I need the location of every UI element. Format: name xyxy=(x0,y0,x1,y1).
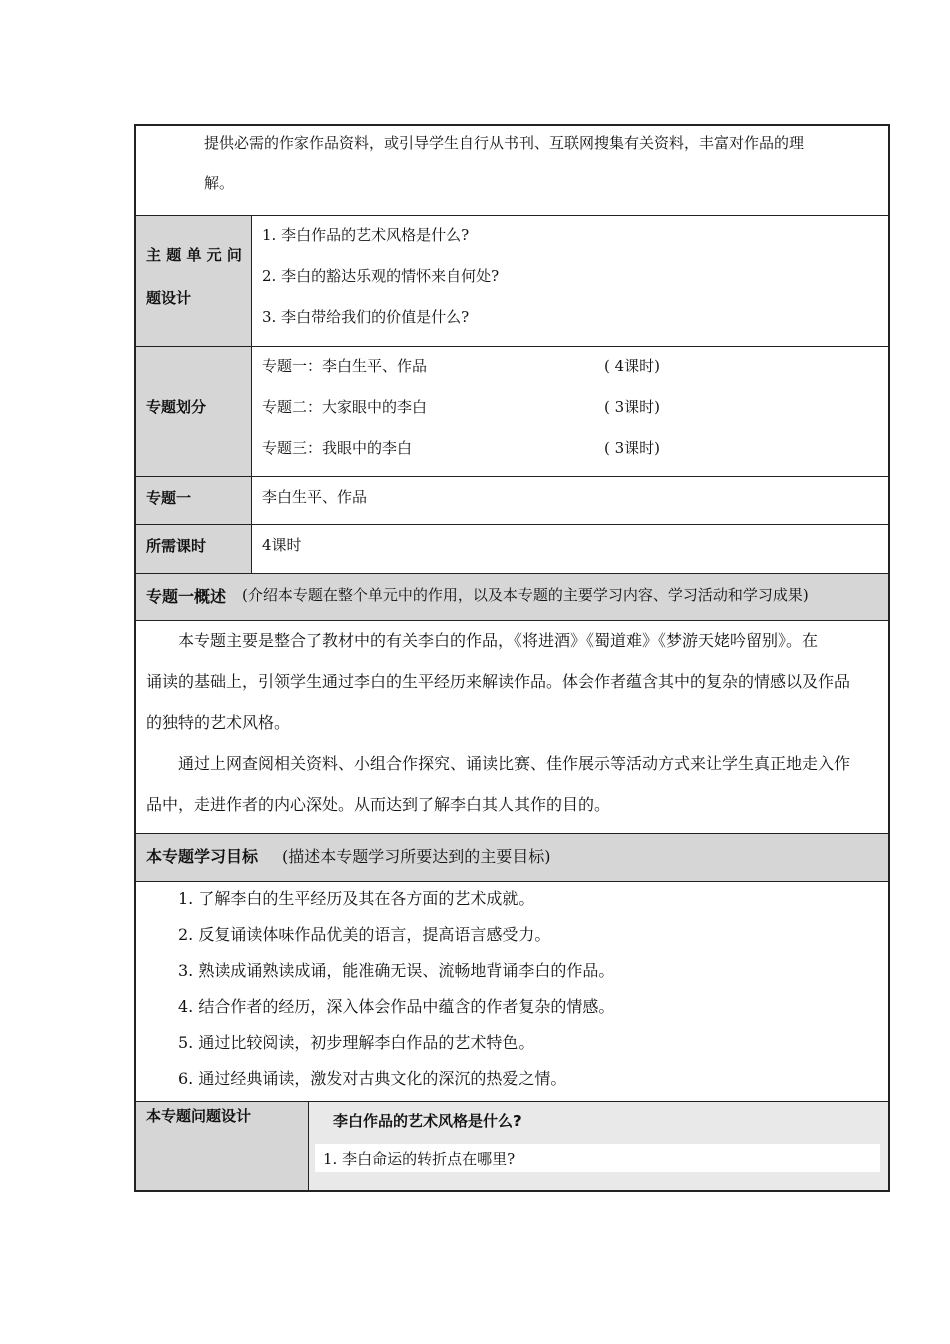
hours-value: 4课时 xyxy=(262,536,302,554)
goals-hint: (描述本专题学习所要达到的主要目标) xyxy=(282,847,551,866)
question-design-heading: 李白作品的艺术风格是什么? xyxy=(333,1112,522,1130)
topic1-label-text: 专题一 xyxy=(146,489,192,507)
hours-label xyxy=(136,525,252,573)
question-design-first-box xyxy=(315,1144,880,1172)
overview-body-row xyxy=(136,621,888,834)
hours-label-text: 所需课时 xyxy=(146,537,207,555)
question-design-content xyxy=(309,1102,888,1190)
goal-item-3: 3. 熟读成诵熟读成诵，能准确无误、流畅地背诵李白的作品。 xyxy=(178,961,615,980)
overview-para2-line-2: 品中，走进作者的内心深处。从而达到了解李白其人其作的目的。 xyxy=(146,795,611,814)
lesson-plan-table xyxy=(134,124,890,1192)
overview-para1-line-3: 的独特的艺术风格。 xyxy=(146,713,291,732)
topic-3-hours: ( 3课时) xyxy=(604,439,661,457)
topics-content xyxy=(252,347,888,476)
topic-2-name: 专题二：大家眼中的李白 xyxy=(262,398,428,416)
question-design-label-text: 本专题问题设计 xyxy=(146,1107,252,1125)
topic-1-hours: ( 4课时) xyxy=(604,357,661,375)
goal-item-6: 6. 通过经典诵读，激发对古典文化的深沉的热爱之情。 xyxy=(178,1069,567,1088)
theme-questions-label-line-2: 题设计 xyxy=(146,289,192,307)
topic1-value: 李白生平、作品 xyxy=(262,488,368,506)
goal-item-4: 4. 结合作者的经历，深入体会作品中蕴含的作者复杂的情感。 xyxy=(178,997,615,1016)
overview-para2-line-1: 通过上网查阅相关资料、小组合作探究、诵读比赛、佳作展示等活动方式来让学生真正地走入作 xyxy=(178,754,851,773)
theme-questions-label-line-1: 主 题 单 元 问 xyxy=(146,246,242,264)
intro-line-2: 解。 xyxy=(204,174,235,192)
goal-item-2: 2. 反复诵读体味作品优美的语言，提高语言感受力。 xyxy=(178,925,551,944)
topic-3-name: 专题三：我眼中的李白 xyxy=(262,439,413,457)
topic-2-hours: ( 3课时) xyxy=(604,398,661,416)
topic1-label xyxy=(136,477,252,524)
topic-1-name: 专题一：李白生平、作品 xyxy=(262,357,428,375)
overview-header-row xyxy=(136,574,888,621)
topics-label xyxy=(136,347,252,476)
intro-line-1: 提供必需的作家作品资料，或引导学生自行从书刊、互联网搜集有关资料，丰富对作品的理 xyxy=(204,134,805,152)
question-design-row xyxy=(136,1102,888,1190)
goals-body-row xyxy=(136,882,888,1102)
intro-row xyxy=(136,126,888,216)
overview-para1-line-1: 本专题主要是整合了教材中的有关李白的作品，《将进酒》《蜀道难》《梦游天姥吟留别》。在 xyxy=(178,631,819,650)
hours-content xyxy=(252,525,888,573)
goal-item-5: 5. 通过比较阅读，初步理解李白作品的艺术特色。 xyxy=(178,1033,535,1052)
theme-questions-row xyxy=(136,216,888,347)
hours-row xyxy=(136,525,888,574)
theme-questions-label xyxy=(136,216,252,346)
topics-row xyxy=(136,347,888,477)
theme-question-1: 1. 李白作品的艺术风格是什么? xyxy=(262,226,470,244)
overview-para1-line-2: 诵读的基础上，引领学生通过李白的生平经历来解读作品。体会作者蕴含其中的复杂的情感以及作品 xyxy=(146,672,851,691)
theme-questions-content xyxy=(252,216,888,346)
goals-label: 本专题学习目标 xyxy=(146,847,259,866)
goal-item-1: 1. 了解李白的生平经历及其在各方面的艺术成就。 xyxy=(178,889,535,908)
overview-hint: (介绍本专题在整个单元中的作用，以及本专题的主要学习内容、学习活动和学习成果) xyxy=(242,586,809,604)
topics-label-text: 专题划分 xyxy=(146,398,207,416)
overview-label: 专题一概述 xyxy=(146,587,227,606)
question-design-first: 1. 李白命运的转折点在哪里? xyxy=(323,1150,516,1168)
theme-question-3: 3. 李白带给我们的价值是什么? xyxy=(262,308,470,326)
theme-question-2: 2. 李白的豁达乐观的情怀来自何处? xyxy=(262,267,500,285)
question-design-label xyxy=(136,1102,309,1190)
goals-header-row xyxy=(136,834,888,882)
topic1-row xyxy=(136,477,888,525)
topic1-content xyxy=(252,477,888,524)
